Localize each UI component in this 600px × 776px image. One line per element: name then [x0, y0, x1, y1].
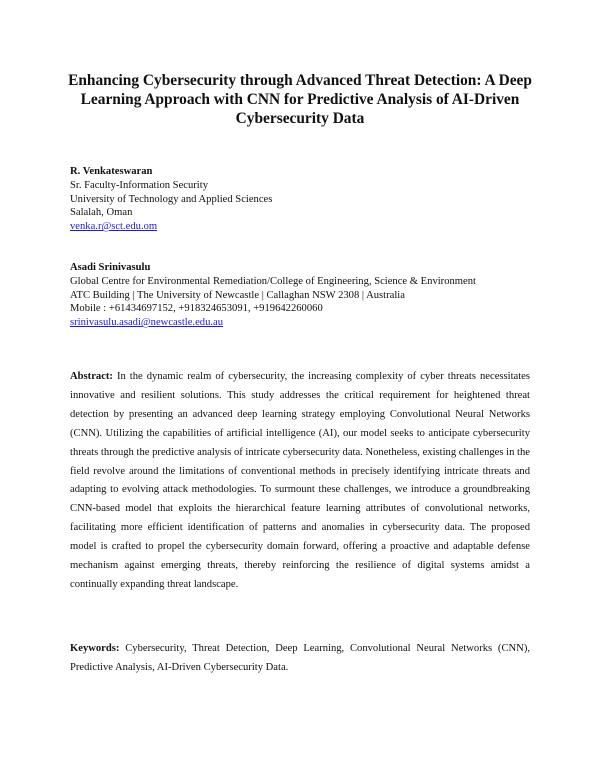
keywords-label: Keywords:	[70, 643, 120, 654]
abstract-paragraph	[70, 368, 530, 595]
author-affiliation-line: University of Technology and Applied Sciences	[70, 193, 273, 205]
keywords-paragraph	[70, 640, 530, 678]
keywords-text: Cybersecurity, Threat Detection, Deep Learning, Convolutional Neural Networks (CNN), Predictive Analysis, AI-Driven Cybersecurity Data.	[70, 643, 530, 673]
abstract-label: Abstract:	[70, 371, 113, 382]
author-email-link[interactable]: venka.r@sct.edu.om	[70, 221, 158, 233]
author-block-1	[70, 165, 272, 234]
author-affiliation-line: Salalah, Oman	[70, 207, 133, 219]
author-affiliation-line: Global Centre for Environmental Remediation/College of Engineering, Science & Environment	[70, 275, 476, 287]
author-block-2	[70, 261, 476, 330]
author-affiliation-line: Sr. Faculty-Information Security	[70, 179, 208, 191]
paper-title: Enhancing Cybersecurity through Advanced Threat Detection: A Deep Learning Approach with CNN for Predictive Analysis of AI-Driven Cybersecurity Data	[68, 72, 532, 127]
author-email-link[interactable]: srinivasulu.asadi@newcastle.edu.au	[70, 317, 224, 329]
author-name: Asadi Srinivasulu	[70, 262, 151, 273]
author-name: R. Venkateswaran	[70, 166, 153, 177]
author-contact-line: Mobile : +61434697152, +918324653091, +919642260060	[70, 303, 323, 315]
author-affiliation-line: ATC Building | The University of Newcastle | Callaghan NSW 2308 | Australia	[70, 289, 405, 301]
abstract-text: In the dynamic realm of cybersecurity, the increasing complexity of cyber threats necessitates innovative and resilient solutions. This study addresses the critical requirement for heightened threat detection by presenting an advanced deep learning strategy employing Convolutional Neural Networks (CNN). Utilizing the capabilities of artificial intelligence (AI), our model seeks to anticipate cybersecurity threats through the predictive analysis of intricate cybersecurity data. Nonetheless, existing challenges in the field revolve around the limitations of conventional methods in precisely identifying intricate threats and adapting to evolving attack methodologies. To surmount these challenges, we introduce a groundbreaking CNN-based model that exploits the hierarchical feature learning attributes of convolutional networks, facilitating more efficient identification of patterns and anomalies in cybersecurity data. The proposed model is crafted to propel the cybersecurity domain forward, offering a proactive and adaptable defense mechanism against emerging threats, thereby reinforcing the resilience of digital systems amidst a continually expanding threat landscape.	[70, 371, 530, 590]
